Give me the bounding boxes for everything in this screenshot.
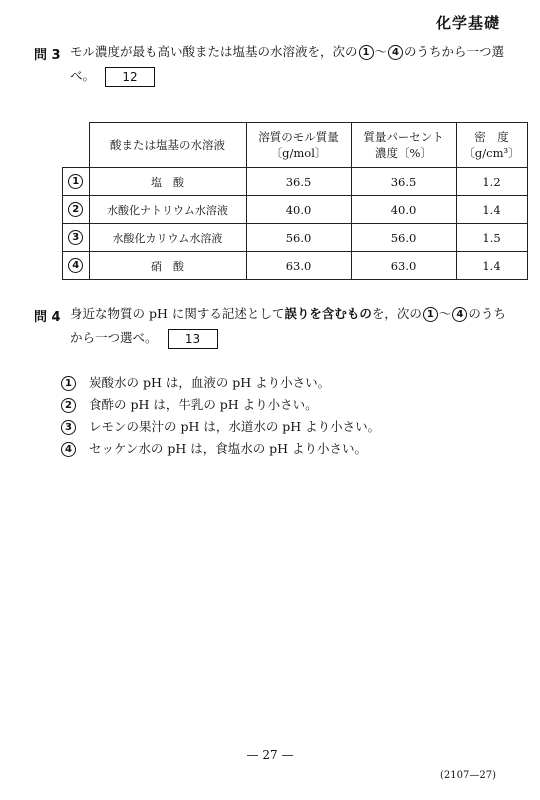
table-row: 1 塩 酸 36.5 36.5 1.2 xyxy=(63,168,528,196)
exam-code: (2107—27) xyxy=(440,770,496,781)
list-item[interactable]: 4 セッケン水の pH は，食塩水の pH より小さい。 xyxy=(60,438,510,460)
circled-number: 1 xyxy=(423,307,438,322)
question-4-text: 身近な物質の pH に関する記述として誤りを含むものを，次の 1 ～ 4 のうち から一つ選べ。 13 xyxy=(70,302,510,350)
circled-number: 1 xyxy=(61,376,76,391)
subject-title: 化学基礎 xyxy=(435,14,500,32)
table-row: 2 水酸化ナトリウム水溶液 40.0 40.0 1.4 xyxy=(63,196,528,224)
header-mass-percent: 質量パーセント 濃度〔%〕 xyxy=(351,123,456,168)
circled-number: 4 xyxy=(61,442,76,457)
solution-table xyxy=(62,122,528,280)
list-item[interactable]: 2 食酢の pH は，牛乳の pH より小さい。 xyxy=(60,394,510,416)
table-row: 3 水酸化カリウム水溶液 56.0 56.0 1.5 xyxy=(63,224,528,252)
list-item[interactable]: 3 レモンの果汁の pH は，水道水の pH より小さい。 xyxy=(60,416,510,438)
circled-number: 2 xyxy=(61,398,76,413)
question-4-label: 問 4 xyxy=(34,310,61,325)
circled-number: 4 xyxy=(68,258,83,273)
table-row: 4 硝 酸 63.0 63.0 1.4 xyxy=(63,252,528,280)
header-density: 密 度 〔g/cm³〕 xyxy=(456,123,527,168)
answer-box-13[interactable]: 13 xyxy=(168,329,218,349)
answer-box-12[interactable]: 12 xyxy=(105,67,155,87)
circled-number: 4 xyxy=(388,45,403,60)
circled-number: 4 xyxy=(452,307,467,322)
header-solution-name: 酸または塩基の水溶液 xyxy=(89,123,246,168)
circled-number: 1 xyxy=(68,174,83,189)
circled-number: 3 xyxy=(68,230,83,245)
circled-number: 2 xyxy=(68,202,83,217)
page-number: — 27 — xyxy=(246,748,294,762)
question-3-text: モル濃度が最も高い酸または塩基の水溶液を，次の 1 ～ 4 のうちから一つ選 べ。 12 xyxy=(70,40,510,88)
circled-number: 3 xyxy=(61,420,76,435)
emphasis-text: 誤りを含むもの xyxy=(284,306,372,321)
choice-list xyxy=(60,372,510,460)
question-3-label: 問 3 xyxy=(34,48,61,63)
list-item[interactable]: 1 炭酸水の pH は，血液の pH より小さい。 xyxy=(60,372,510,394)
header-molar-mass: 溶質のモル質量 〔g/mol〕 xyxy=(246,123,351,168)
circled-number: 1 xyxy=(359,45,374,60)
